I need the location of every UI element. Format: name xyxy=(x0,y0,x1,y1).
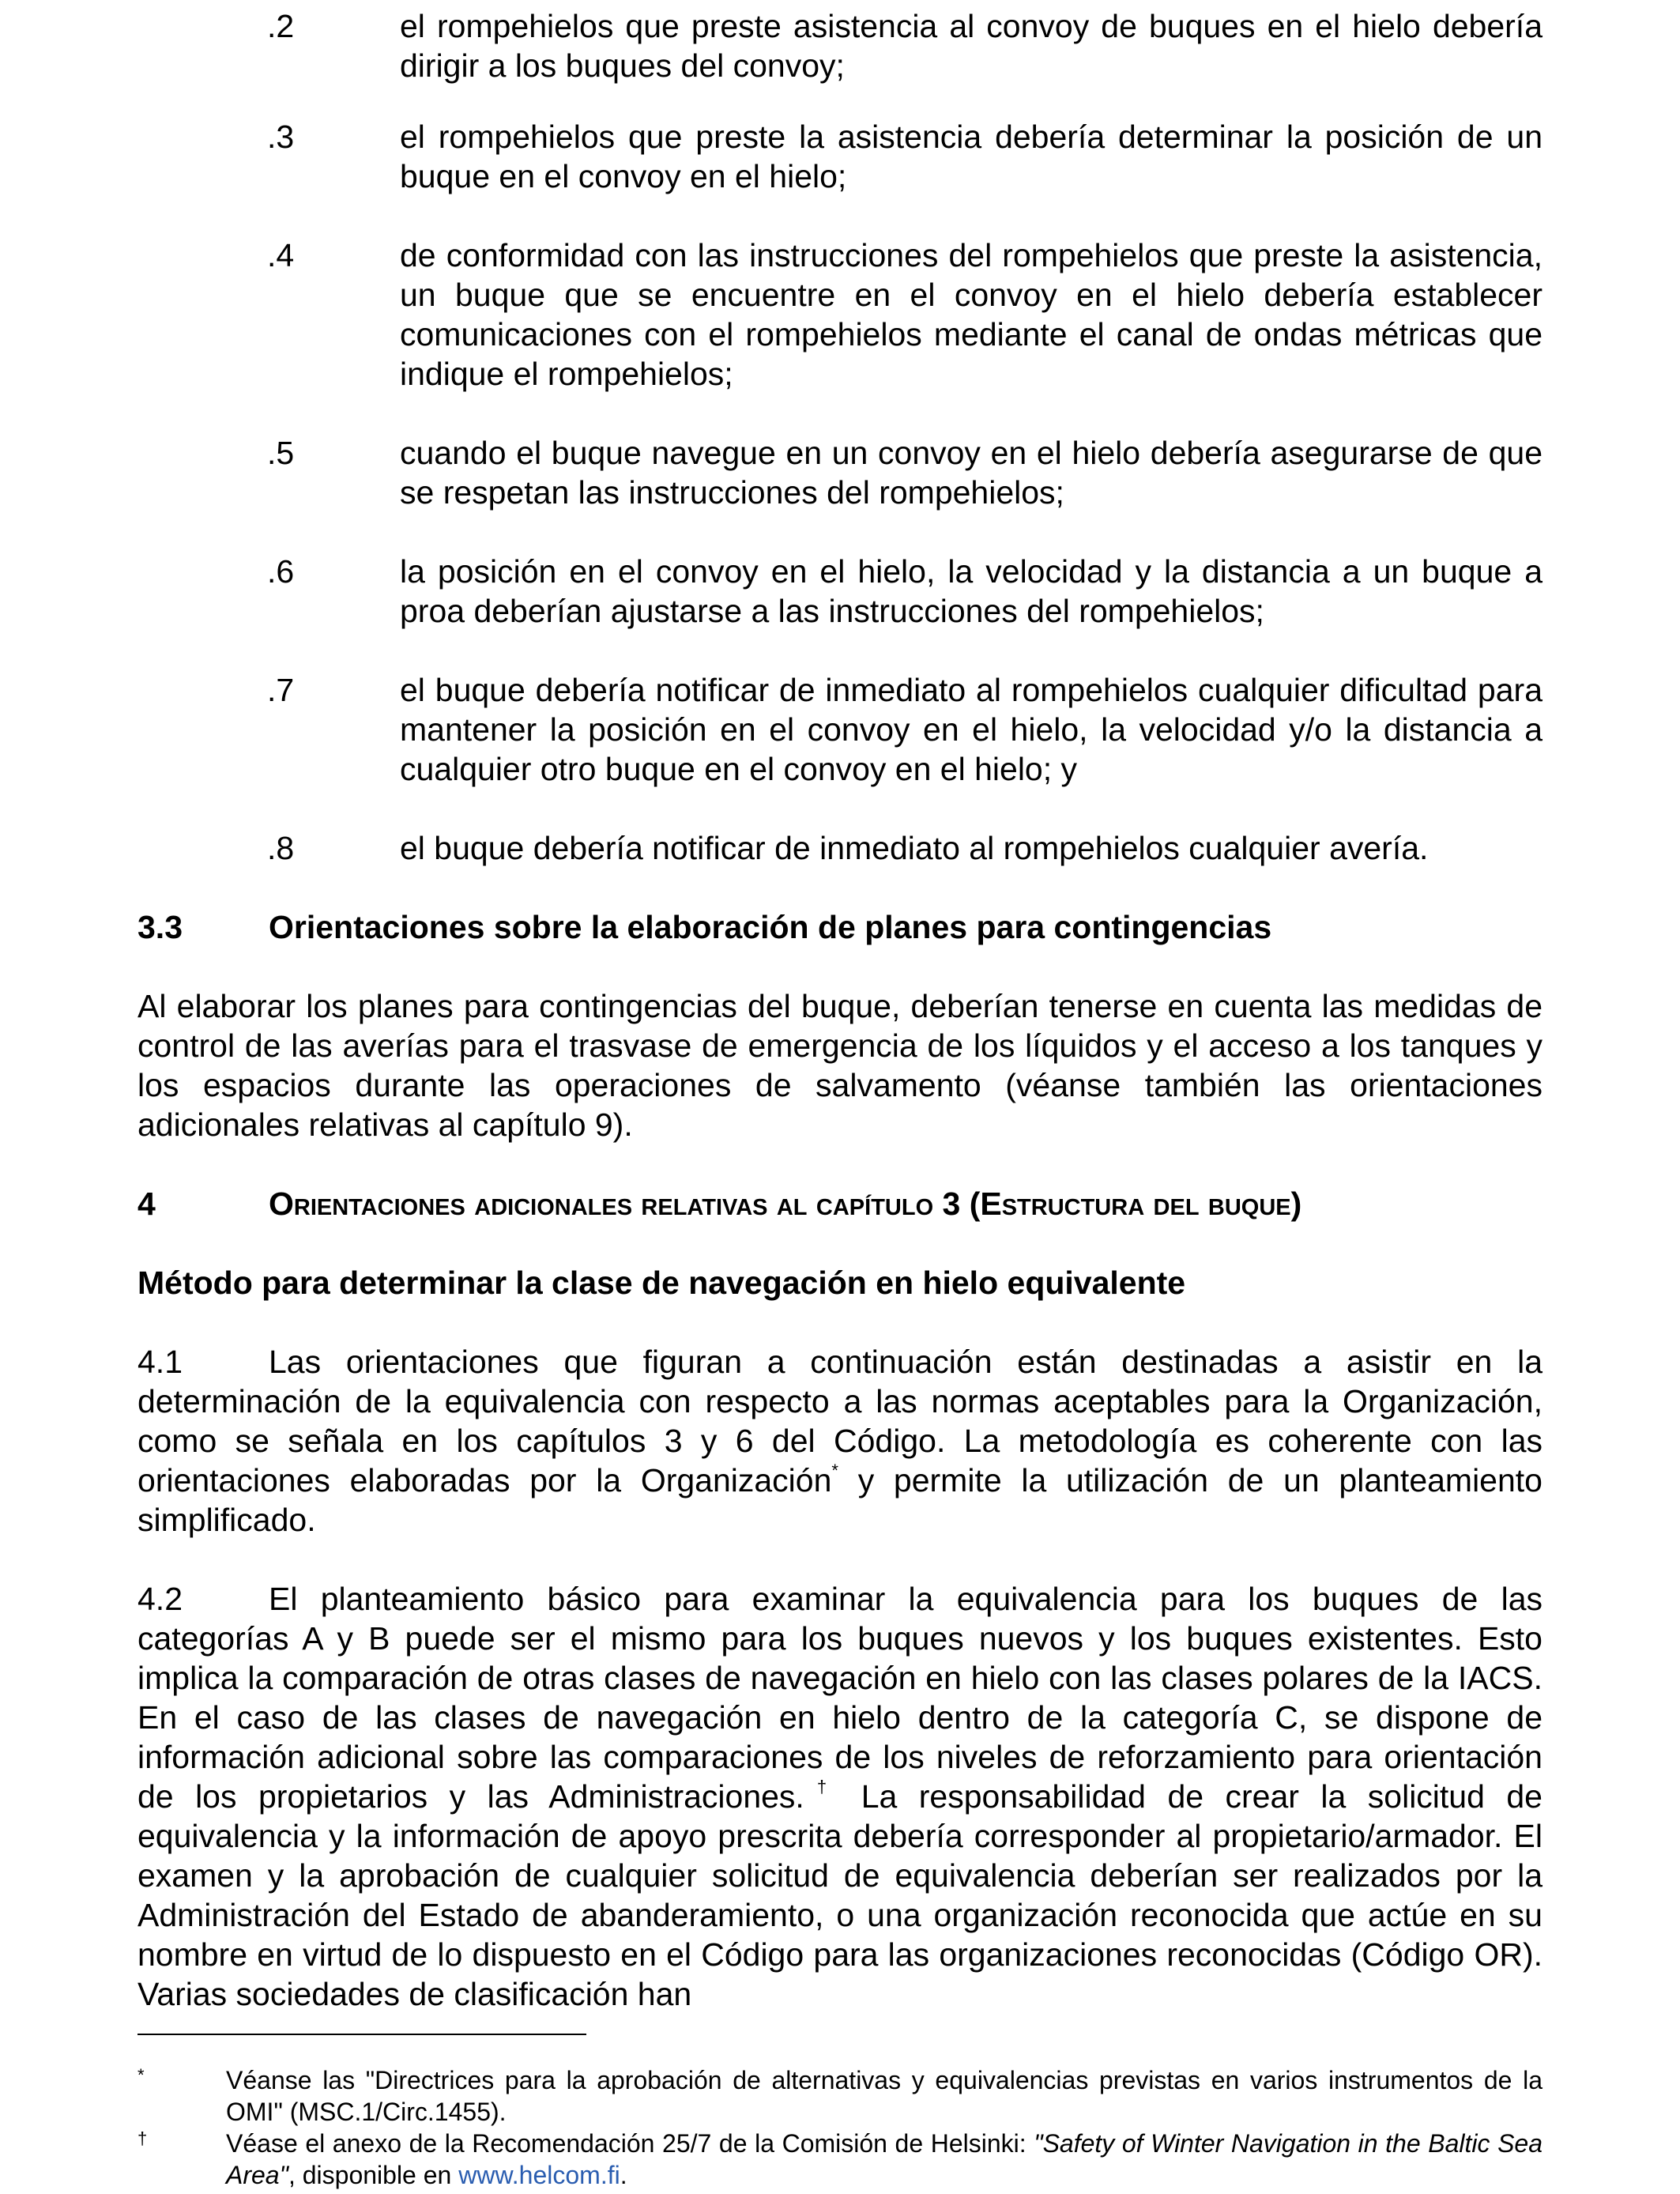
list-item-number: .8 xyxy=(267,830,295,866)
section-number: 4 xyxy=(137,1186,156,1222)
paragraph-number: 4.2 xyxy=(137,1581,183,1617)
paragraph-text: El planteamiento básico para examinar la equivalencia para los buques de las categorías A y B puede ser el mismo para los buques nuevos y los buques existentes. Esto implica la comparación de otras clases de navegación en hielo con las clases polares de la IACS. En el caso de las clases de navegación en hielo dentro de la categoría C, se dispone de información adicional sobre las comparaciones de los niveles de reforzamiento para orientación de los propietarios y las Administraciones. xyxy=(137,1581,1543,1815)
footnote-text-part: . xyxy=(620,2161,627,2189)
list-item-text: el buque debería notificar de inmediato al rompehielos cualquier avería. xyxy=(400,830,1429,866)
section-title: Orientaciones adicionales relativas al capítulo 3 (Estructura del buque) xyxy=(269,1186,1302,1222)
list-item-number: .6 xyxy=(267,553,295,590)
subheading-text: Método para determinar la clase de navegación en hielo equivalente xyxy=(137,1265,1186,1301)
list-item-number: .5 xyxy=(267,435,295,471)
list-item-text: la posición en el convoy en el hielo, la velocidad y la distancia a un buque a proa deberían ajustarse a las instrucciones del rompehielos; xyxy=(400,553,1543,629)
footnote-mark: * xyxy=(137,2065,145,2085)
paragraph-4-1 xyxy=(137,1342,1543,1540)
list-item-number: .4 xyxy=(267,237,295,273)
paragraph-number: 4.1 xyxy=(137,1344,183,1380)
section-3-3-paragraph: Al elaborar los planes para contingencias del buque, deberían tenerse en cuenta las medidas de control de las averías para el trasvase de emergencia de los líquidos y el acceso a los tanques y los espacios durante las operaciones de salvamento (véanse también las orientaciones adicionales relativas al capítulo 9). xyxy=(137,988,1543,1143)
footnote-text: Véanse las "Directrices para la aprobación de alternativas y equivalencias previstas en varios instrumentos de la OMI" (MSC.1/Circ.1455). xyxy=(226,2066,1543,2126)
footnote-text-part: , disponible en xyxy=(288,2161,459,2189)
footnote-marker[interactable]: † xyxy=(804,1777,840,1797)
list-item-text: cuando el buque navegue en un convoy en el hielo debería asegurarse de que se respetan las instrucciones del rompehielos; xyxy=(400,435,1543,511)
section-number: 3.3 xyxy=(137,909,183,945)
list-item-text: el buque debería notificar de inmediato al rompehielos cualquier dificultad para mantener la posición en el convoy en el hielo, la velocidad y/o la distancia a cualquier otro buque en el convoy en el hielo; y xyxy=(400,672,1543,787)
footnote-divider xyxy=(137,2034,586,2035)
list-item-number: .3 xyxy=(267,119,295,155)
list-item-text: el rompehielos que preste asistencia al convoy de buques en el hielo debería dirigir a los buques del convoy; xyxy=(400,8,1543,84)
helcom-link[interactable]: www.helcom.fi xyxy=(458,2161,620,2189)
paragraph-4-2 xyxy=(137,1579,1543,2014)
section-title: Orientaciones sobre la elaboración de planes para contingencias xyxy=(269,909,1272,945)
footnote-marker[interactable]: * xyxy=(831,1461,838,1481)
paragraph-text-continued: y permite la utilización de un planteamiento simplificado. xyxy=(137,1462,1543,1538)
paragraph-text-continued: La responsabilidad de crear la solicitud de equivalencia y la información de apoyo prescrita debería corresponder al propietario/armador. El examen y la aprobación de cualquier solicitud de equivalencia deberían ser realizados por la Administración del Estado de abanderamiento, o una organización reconocida que actúe en su nombre en virtud de lo dispuesto en el Código para las organizaciones reconocidas (Código OR). Varias sociedades de clasificación han xyxy=(137,1778,1543,2012)
footnote-text-part: Véase el anexo de la Recomendación 25/7 de la Comisión de Helsinki: xyxy=(226,2129,1034,2158)
footnote-mark: † xyxy=(137,2128,148,2148)
footnote-text xyxy=(226,2128,1543,2191)
list-item-number: .7 xyxy=(267,672,295,708)
list-item-text: el rompehielos que preste la asistencia debería determinar la posición de un buque en el convoy en el hielo; xyxy=(400,119,1543,194)
list-item-number: .2 xyxy=(267,8,295,44)
footnote-title-italic: "Safety of Winter Navigation in the Baltic Sea Area" xyxy=(226,2129,1543,2189)
paragraph-text: Las orientaciones que figuran a continuación están destinadas a asistir en la determinación de la equivalencia con respecto a las normas aceptables para la Organización, como se señala en los capítulos 3 y 6 del Código. La metodología es coherente con las orientaciones elaboradas por la Organización xyxy=(137,1344,1543,1498)
list-item-text: de conformidad con las instrucciones del rompehielos que preste la asistencia, un buque que se encuentre en el convoy en el hielo debería establecer comunicaciones con el rompehielos mediante el canal de ondas métricas que indique el rompehielos; xyxy=(400,237,1543,392)
